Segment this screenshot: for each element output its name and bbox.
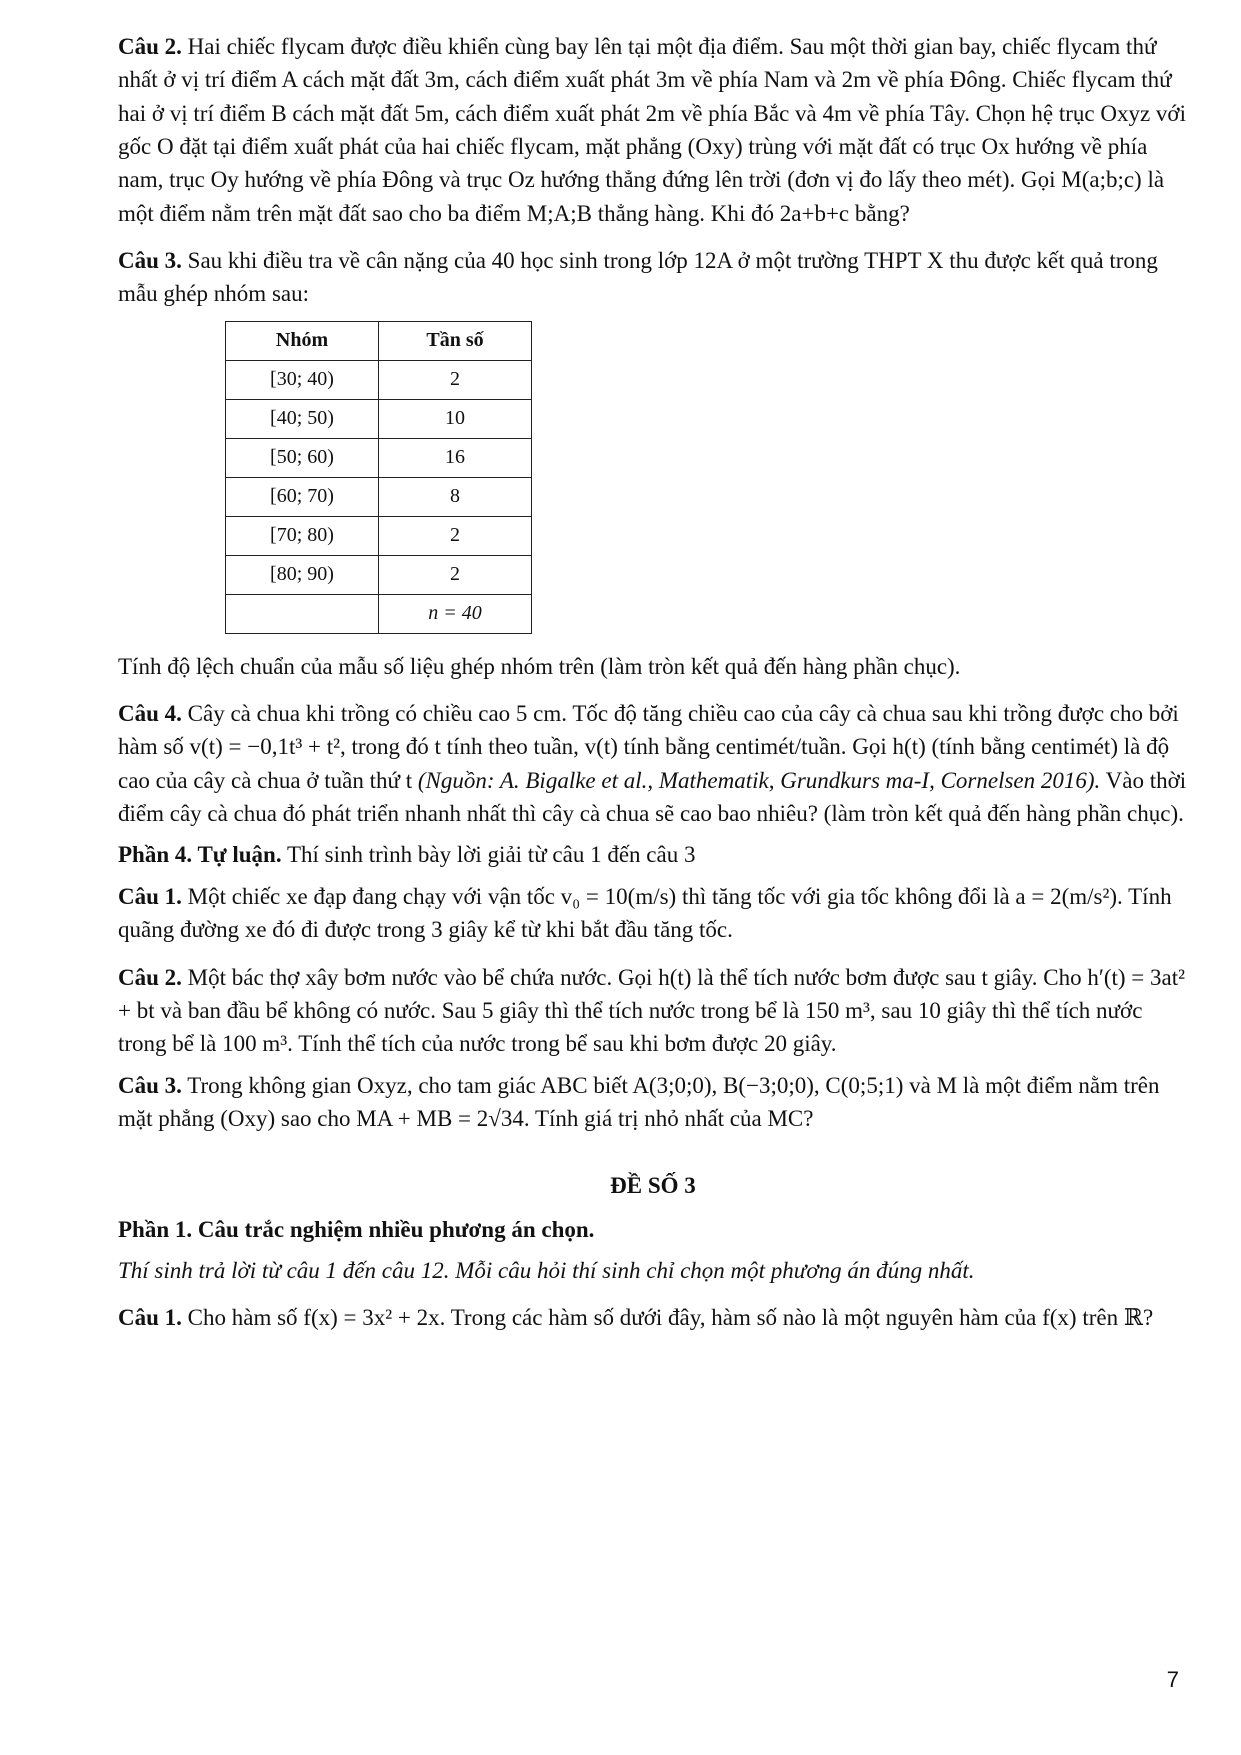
question-3-task: Tính độ lệch chuẩn của mẫu số liệu ghép nhóm trên (làm tròn kết quả đến hàng phần chục).: [118, 653, 961, 679]
header-group: Nhóm: [226, 321, 379, 360]
question-label: Câu 2.: [118, 34, 182, 59]
table-row: [226, 399, 532, 438]
table-cell: [30; 40): [226, 360, 379, 399]
question-text-tail: Vào thời điểm cây cà chua đó phát triển nhanh nhất thì cây cà chua sẽ cao bao nhiêu? (làm tròn kết quả đến hàng phần chục).: [118, 767, 1187, 827]
table-cell: 2: [379, 555, 532, 594]
page-content: [118, 30, 1188, 1343]
question-label: Câu 3.: [118, 248, 182, 274]
header-frequency: Tần số: [379, 321, 532, 360]
table-row: [226, 360, 532, 399]
table-cell: 2: [379, 516, 532, 555]
part-label: Phần 4. Tự luận.: [118, 842, 282, 868]
table-cell: 16: [379, 438, 532, 477]
question-label: Câu 3.: [118, 1072, 182, 1098]
question-4: [118, 697, 1188, 830]
question-text: Một chiếc xe đạp đang chạy với vận tốc v₀ = 10(m/s) thì tăng tốc với gia tốc không đổi là a = 2(m/s²). Tính quãng đường xe đó đi được trong 3 giây kể từ khi bắt đầu tăng tốc.: [118, 883, 1172, 943]
table-cell: [50; 60): [226, 438, 379, 477]
question-text: Cây cà chua khi trồng có chiều cao 5 cm. Tốc độ tăng chiều cao của cây cà chua sau khi trồng được cho bởi hàm số v(t) = −0,1t³ + t², trong đó t tính theo tuần, v(t) tính bằng centimét/tuần. Gọi h(t) (tính bằng centimét) là độ cao của cây cà chua ở tuần thứ t: [118, 701, 1179, 793]
table-row-total: [226, 594, 532, 633]
part-4-heading: [118, 838, 1188, 871]
part-1-heading: Phần 1. Câu trắc nghiệm nhiều phương án chọn.: [118, 1216, 595, 1242]
essay-question-3: [118, 1069, 1188, 1136]
page-number: 7: [1166, 1667, 1179, 1692]
essay-question-1: [118, 880, 1188, 947]
table-cell: 2: [379, 360, 532, 399]
question-label: Câu 1.: [118, 883, 182, 909]
table-cell: [70; 80): [226, 516, 379, 555]
question-text: Trong không gian Oxyz, cho tam giác ABC biết A(3;0;0), B(−3;0;0), C(0;5;1) và M là một điểm nằm trên mặt phẳng (Oxy) sao cho MA + MB = 2√34. Tính giá trị nhỏ nhất của MC?: [118, 1072, 1160, 1131]
question-label: Câu 4.: [118, 701, 182, 727]
exam-3-question-1: [118, 1301, 1188, 1334]
table-cell-total: n = 40: [379, 594, 532, 633]
exam-title: ĐỀ SỐ 3: [610, 1173, 696, 1199]
table-row: [226, 438, 532, 477]
table-cell: [40; 50): [226, 399, 379, 438]
question-text: Sau khi điều tra về cân nặng của 40 học sinh trong lớp 12A ở một trường THPT X thu được kết quả trong mẫu ghép nhóm sau:: [118, 248, 1158, 307]
question-label: Câu 1.: [118, 1305, 182, 1331]
table-cell: 8: [379, 477, 532, 516]
table-header-row: [226, 321, 532, 360]
table-cell: [80; 90): [226, 555, 379, 594]
part-1-instruction: Thí sinh trả lời từ câu 1 đến câu 12. Mỗi câu hỏi thí sinh chỉ chọn một phương án đúng nhất.: [118, 1257, 975, 1283]
table-cell: 10: [379, 399, 532, 438]
grouped-data-table: [225, 321, 532, 634]
table-cell: [60; 70): [226, 477, 379, 516]
table-row: [226, 516, 532, 555]
question-3: [118, 244, 1188, 311]
question-text: Hai chiếc flycam được điều khiển cùng bay lên tại một địa điểm. Sau một thời gian bay, chiếc flycam thứ nhất ở vị trí điểm A cách mặt đất 3m, cách điểm xuất phát 3m về phía Nam và 2m về phía Đông. Chiếc flycam thứ hai ở vị trí điểm B cách mặt đất 5m, cách điểm xuất phát 2m về phía Bắc và 4m về phía Tây. Chọn hệ trục Oxyz với gốc O đặt tại điểm xuất phát của hai chiếc flycam, mặt phẳng (Oxy) trùng với mặt đất có trục Ox hướng về phía nam, trục Oy hướng về phía Đông và trục Oz hướng thẳng đứng lên trời (đơn vị đo lấy theo mét). Gọi M(a;b;c) là một điểm nằm trên mặt đất sao cho ba điểm M;A;B thẳng hàng. Khi đó 2a+b+c bằng?: [118, 34, 1186, 226]
table-cell: [226, 594, 379, 633]
source-citation: (Nguồn: A. Bigalke et al., Mathematik, Grundkurs ma-I, Cornelsen 2016).: [417, 767, 1101, 793]
table-row: [226, 477, 532, 516]
question-label: Câu 2.: [118, 964, 182, 990]
essay-question-2: [118, 961, 1188, 1061]
question-2: [118, 30, 1188, 230]
question-text: Cho hàm số f(x) = 3x² + 2x. Trong các hàm số dưới đây, hàm số nào là một nguyên hàm của f(x) trên ℝ?: [187, 1305, 1154, 1331]
table-row: [226, 555, 532, 594]
question-text: Một bác thợ xây bơm nước vào bể chứa nước. Gọi h(t) là thể tích nước bơm được sau t giây. Cho h′(t) = 3at² + bt và ban đầu bể không có nước. Sau 5 giây thì thể tích nước trong bể là 150 m³, sau 10 giây thì thể tích nước trong bể là 100 m³. Tính thể tích của nước trong bể sau khi bơm được 20 giây.: [118, 964, 1186, 1057]
part-text: Thí sinh trình bày lời giải từ câu 1 đến câu 3: [286, 842, 696, 868]
